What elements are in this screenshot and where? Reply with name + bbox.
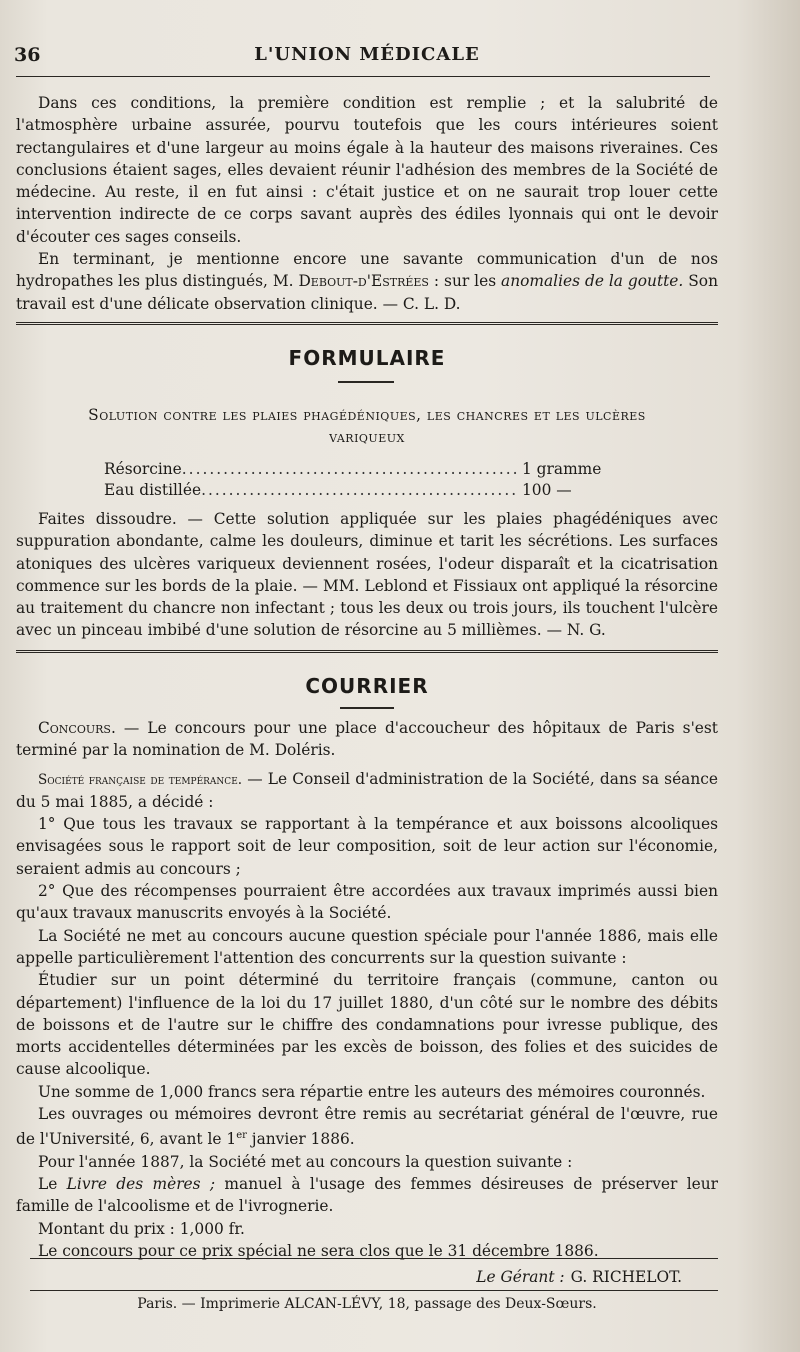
decision-item-2: 2° Que des récompenses pourraient être accordées aux travaux imprimés aussi bien qu'aux travaux manuscrits envoyés à la Société. <box>16 882 718 923</box>
livre-text-b: manuel à l'usage des femmes désireuses de préserver leur famille de l'alcoolisme et de l'ivrognerie. <box>16 1175 719 1216</box>
page-header <box>14 44 720 74</box>
annee-1887-paragraph: Pour l'année 1887, la Société met au concours la question suivante : <box>38 1152 573 1171</box>
ouvrages-superscript: er <box>236 1130 247 1142</box>
running-title: L'UNION MÉDICALE <box>254 44 480 65</box>
intro-p2-text-b: : sur les <box>428 272 502 291</box>
recipe-line <box>104 459 614 480</box>
gerant-signature <box>476 1268 682 1286</box>
courrier-title: COURRIER <box>305 674 429 698</box>
section-rule-courrier <box>16 650 718 655</box>
clos-paragraph: Le concours pour ce prix spécial ne sera clos que le 31 décembre 1886. <box>38 1241 599 1260</box>
formulaire-subtitle <box>16 404 718 448</box>
gerant-name: G. RICHELOT. <box>570 1268 682 1286</box>
societe-paragraph <box>16 768 718 814</box>
societe-text: — Le Conseil d'administration de la Société, dans sa séance du 5 mai 1885, a décidé : <box>16 769 718 811</box>
formulaire-paragraph: Faites dissoudre. — Cette solution appliquée sur les plaies phagédéniques avec suppuration abondante, calme les douleurs, diminue et tarit les sécrétions. Les surfaces atoniques des ulcères variqueux deviennent rosées, l'odeur disparaît et la cicatrisation commence sur les bords de la plaie. — MM. Leblond et Fissiaux ont appliqué la résorcine au traitement du chancre non infectant ; tous les deux ou trois jours, ils touchent l'ulcère avec un pinceau imbibé d'une solution de résorcine au 5 millièmes. — N. G. <box>16 510 718 640</box>
societe-label: Société française de tempérance. <box>38 771 243 788</box>
concours-paragraph <box>16 717 718 762</box>
recipe-list <box>104 459 614 501</box>
leader-dots <box>201 480 518 501</box>
section-rule-formulaire <box>16 322 718 327</box>
montant-paragraph: Montant du prix : 1,000 fr. <box>38 1219 245 1238</box>
formulaire-title-underline <box>338 381 394 383</box>
intro-p2-author: Debout-d'Estrées <box>298 272 429 291</box>
ingredient-quantity: 1 gramme <box>522 460 602 478</box>
livre-text-a: Le <box>38 1175 67 1194</box>
formulaire-title: FORMULAIRE <box>288 346 446 370</box>
ouvrages-text-a: Les ouvrages ou mémoires devront être remis au secrétariat général de l'œuvre, rue de l'Université, 6, avant le 1 <box>16 1105 718 1149</box>
question-paragraph: La Société ne met au concours aucune question spéciale pour l'année 1886, mais elle appelle particulièrement l'attention des concurrents sur la question suivante : <box>16 926 718 967</box>
decision-item-1: 1° Que tous les travaux se rapportant à la tempérance et aux boissons alcooliques envisagées sous le rapport soit de leur composition, soit de leur action sur l'économie, seraient admis au concours ; <box>16 815 718 878</box>
intro-p2-text-a: En terminant, je mentionne encore une savante communication d'un de nos hydropathes les plus distingués, M. <box>16 250 718 291</box>
imprint-rule <box>30 1290 718 1291</box>
formulaire-body <box>16 508 718 642</box>
intro-paragraph-1: Dans ces conditions, la première condition est remplie ; et la salubrité de l'atmosphère urbaine assurée, pourvu toutefois que les cours intérieures soient rectangulaires et d'une largeur au moins égale à la hauteur des maisons riveraines. Ces conclusions étaient sages, elles devaient réunir l'adhésion des membres de la Société de médecine. Au reste, il en fut ainsi : c'était justice et on ne saurait trop louer cette intervention indirecte de ce corps savant auprès des édiles lyonnais qui ont le devoir d'écouter ces sages conseils. <box>16 94 718 246</box>
ingredient-name: Eau distillée <box>104 481 202 499</box>
footer-rule <box>30 1258 718 1259</box>
concours-text: — Le concours pour une place d'accoucheur des hôpitaux de Paris s'est terminé par la nomination de M. Doléris. <box>16 719 718 760</box>
page-number: 36 <box>14 44 41 66</box>
ingredient-quantity: 100 — <box>522 481 572 499</box>
ouvrages-text-b: janvier 1886. <box>246 1130 355 1149</box>
recipe-line <box>104 480 614 501</box>
intro-p2-text-c: Son travail est d'une délicate observation clinique. — C. L. D. <box>16 272 718 313</box>
courrier-title-underline <box>340 707 394 709</box>
intro-p2-emphasis: anomalies de la goutte. <box>501 272 684 291</box>
intro-paragraph-2 <box>16 248 718 315</box>
gerant-label: Le Gérant : <box>476 1268 565 1286</box>
ingredient-name: Résorcine <box>104 460 182 478</box>
somme-paragraph: Une somme de 1,000 francs sera répartie entre les auteurs des mémoires couronnés. <box>38 1082 706 1101</box>
leader-dots <box>182 459 518 480</box>
courrier-body <box>16 717 718 1262</box>
livre-paragraph <box>16 1173 718 1218</box>
header-rule <box>16 76 710 77</box>
concours-label: Concours. <box>38 719 116 737</box>
etudier-paragraph: Étudier sur un point déterminé du territoire français (commune, canton ou département) l'influence de la loi du 17 juillet 1880, d'un côté sur le nombre des débits de boissons et de l'autre sur le chiffre des condamnations pour ivresse publique, des morts accidentelles déterminées par les excès de boisson, des folies et des suicides de cause alcoolique. <box>16 971 718 1079</box>
intro-section <box>16 92 718 315</box>
livre-title: Livre des mères ; <box>66 1175 216 1194</box>
formulaire-subtitle-line-2: variqueux <box>329 428 405 446</box>
formulaire-subtitle-line-1: Solution contre les plaies phagédéniques, les chancres et les ulcères <box>88 406 646 424</box>
ouvrages-paragraph <box>16 1103 718 1151</box>
imprint: Paris. — Imprimerie ALCAN-LÉVY, 18, passage des Deux-Sœurs. <box>137 1296 597 1312</box>
